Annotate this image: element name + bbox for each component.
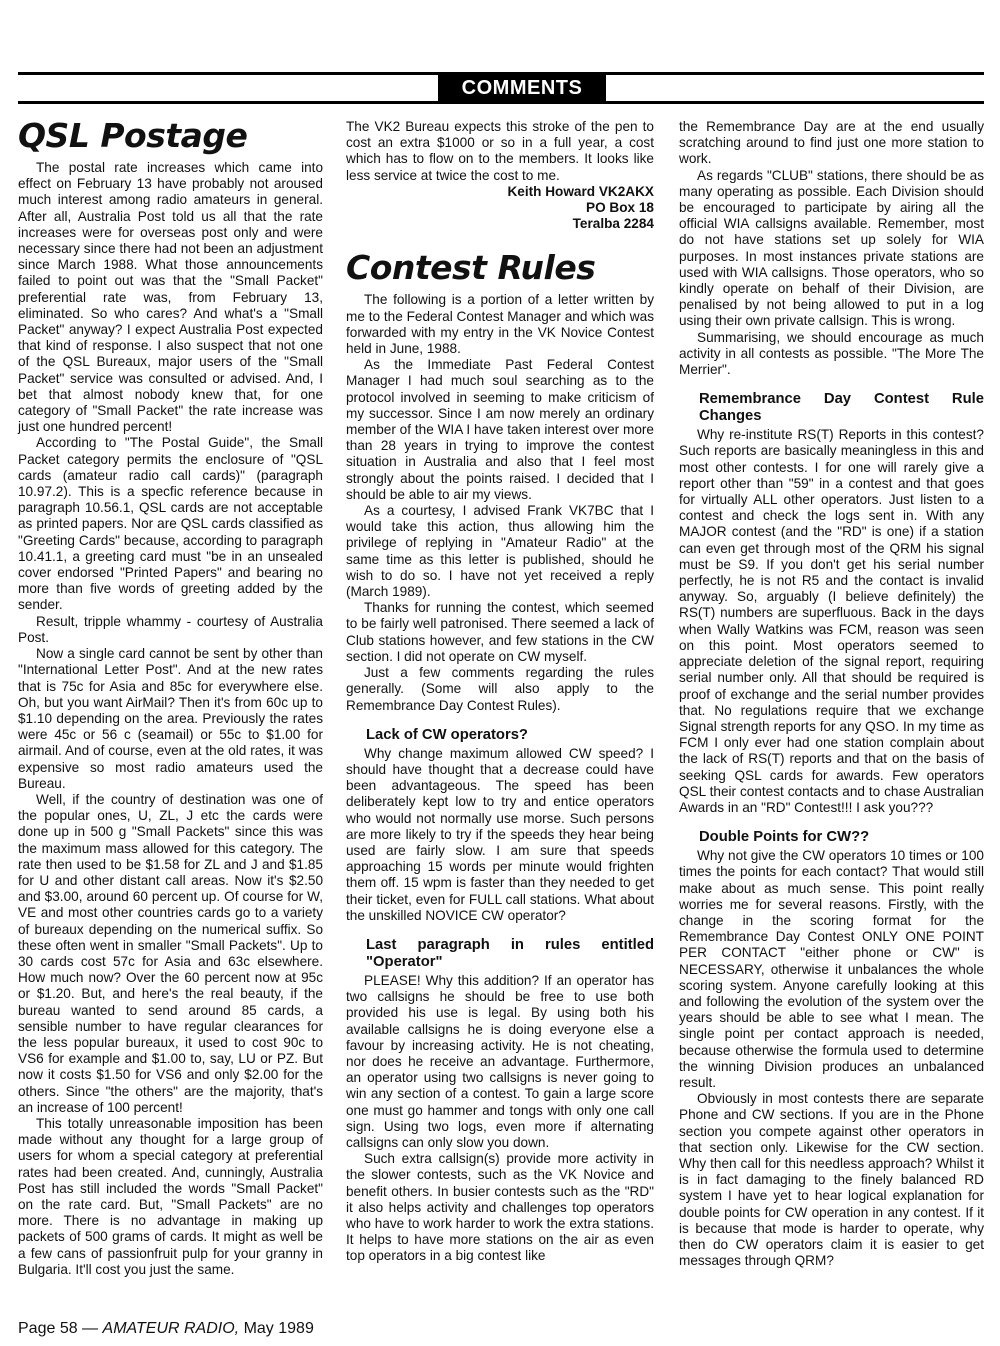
paragraph-continued: The VK2 Bureau expects this stroke of the pen to cost an extra $1000 or so in a full year, a cost which has to flow on to the members. It looks like less service at twice the cost to me.	[346, 119, 654, 183]
page-footer	[18, 1320, 314, 1338]
signature-name: Keith Howard VK2AKX	[507, 183, 654, 199]
issue-date: May 1989	[243, 1320, 314, 1337]
paragraph: According to "The Postal Guide", the Small Packet category permits the enclosure of "QSL cards (amateur radio call cards)" (paragraph 10.97.2). This is a specfic reference because in paragraph 10.56.1, QSL cards are not acceptable as printed papers. Nor are QSL cards classified as "Greeting Cards" because, according to paragraph 10.41.1, a greeting card must "be in an unsealed cover endorsed "Printed Papers" and bearing no more than five words of greeting added by the sender.	[18, 435, 323, 613]
article-title-qsl: QSL Postage	[18, 116, 248, 155]
paragraph: The following is a portion of a letter written by me to the Federal Contest Manager and which was forwarded with my entry in the VK Novice Contest held in June, 1988.	[346, 292, 654, 357]
subheading: Remembrance Day Contest Rule Changes	[699, 391, 984, 425]
paragraph: As regards "CLUB" stations, there should be as many operating as possible. Each Division should be encouraged to participate by airing all the official WIA callsigns available. Remember, most do not have stations set up solely for WIA purposes. In most instances private stations are used with WIA callsigns. Those operators, who so kindly operate on behalf of their Division, are penalised by not being allowed to put in a log using their own private callsign. This is wrong.	[679, 167, 984, 329]
subheading: Double Points for CW??	[699, 829, 870, 846]
paragraph: Result, tripple whammy - courtesy of Australia Post.	[18, 613, 323, 645]
paragraph: Summarising, we should encourage as much activity in all contests as possible. "The More The Merrier".	[679, 329, 984, 378]
paragraph: Why re-institute RS(T) Reports in this contest? Such reports are basically meaningless in this and most other contests. I for one will rarely give a report other than "59" in a contest and that goes for virtually ALL other operators. Just listen to a contest and check the logs sent in. With any MAJOR contest (and the "RD" is one) if a station can even get through most of the QRM his signal must be S9. If you don't get his serial number perfectly, he is not R5 and the contact is invalid anyway. So, arguably (I believe definitely) the RS(T) numbers are superfluous. Back in the days when Wally Watkins was FCM, reason was seen on this point. Most operators seemed to appreciate deletion of the signal report, requiring serial number only. All that should be required is proof of exchange and the serial number provides that. No regulations require that we exchange Signal strength reports for any QSO. In my time as FCM I only ever had one station complain about the lack of RS(T) reports and that on the basis of seeking QSL cards for awards. Few operators QSL their contest contacts and to chase Australian Awards in an "RD" Contest!!! I ask you???	[679, 427, 984, 815]
signature-address: PO Box 18	[586, 200, 654, 216]
paragraph: Obviously in most contests there are separate Phone and CW sections. If you are in the Phone section you compete against other operators in that section only. Likewise for the CW section. Why then call for this needless approach? Whilst it is in fact damaging to the finely balanced RD system I have yet to hear logical explanation for double points for CW operation in any contest. If it is because that mode is harder to operate, why then do CW operators claim it is easier to get messages through QRM?	[679, 1091, 984, 1269]
subheading: Lack of CW operators?	[366, 726, 528, 743]
paragraph: Now a single card cannot be sent by other than "International Letter Post". And at the new rates that is 75c for Asia and 85c for everywhere else. Oh, but you want AirMail? Then it's from 60c up to $1.10 depending on the area. Previously the rates were 45c or 56 c (seamail) or 55c to $1.00 for airmail. And of course, even at the old rates, it was expensive so most radio amateurs used the Bureau.	[18, 646, 323, 791]
paragraph: As a courtesy, I advised Frank VK7BC that I would take this action, thus allowing him the privilege of replying in "Amateur Radio" at the same time as this letter is published, should he wish to do so. I have not yet received a reply (March 1989).	[346, 503, 654, 600]
paragraph: Just a few comments regarding the rules generally. (Some will also apply to the Remembrance Day Contest Rules).	[346, 665, 654, 713]
paragraph: As the Immediate Past Federal Contest Manager I had much soul searching as to the protocol involved in seeming to make criticism of my successor. Since I am now merely an ordinary member of the WIA I have taken interest over more than 28 years in trying to improve the contest situation in Australia and also that I feel most strongly about the points raised. I decided that I should be able to air my views.	[346, 357, 654, 502]
subheading: Last paragraph in rules entitled "Operator"	[366, 936, 654, 970]
paragraph: Thanks for running the contest, which seemed to be fairly well patronised. There seemed a lack of Club stations however, and few stations in the CW section. I did not operate on CW myself.	[346, 600, 654, 664]
paragraph: Such extra callsign(s) provide more activity in the slower contests, such as the VK Novice and benefit others. In busier contests such as the "RD" it also helps activity and challenges top operators who have to work harder to work the extra stations. It helps to have more stations on the air as even top operators in a big contest like	[346, 1151, 654, 1264]
paragraph: Why change maximum allowed CW speed? I should have thought that a decrease could have been advantageous. The speed has been deliberately kept low to try and entice operators who would not normally use morse. Such persons are more likely to try if the speeds they hear being used are fairly slow. I am sure that speeds approaching 15 words per minute would frighten them off. 15 wpm is faster than they needed to get their ticket, even for FULL call stations. What about the unskilled NOVICE CW operator?	[346, 745, 654, 923]
banner-title: COMMENTS	[461, 77, 583, 99]
article-title-contest: Contest Rules	[346, 248, 596, 288]
section-banner	[18, 72, 984, 104]
paragraph: The postal rate increases which came into effect on February 13 have probably not aroused much interest among radio amateurs in general. After all, Australia Post told us all that the rate increases were for overseas post only and were necessary since there had not been an adjustment since March 1988. What those announcements failed to point out was that the "Small Packet" preferential rate was, from February 13, eliminated. So who cares? And what's a "Small Packet" anyway? I expect Australia Post expected that kind of response. I also suspect that not one of the QSL Bureaux, major users of the "Small Packet" service was consulted or advised. And, I bet that almost nobody knew that, for one category of "Small Packet" the rate increase was just one hundred percent!	[18, 160, 323, 435]
paragraph: This totally unreasonable imposition has been made without any thought for a large group of users for whom a special category at preferential rates had been created. And, cunningly, Australia Post has still included the words "Small Packet" on the rate card. But, "Small Packets" are no more. There is no advantage in making up packets of 500 grams of cards. It might as well be a few cans of passionfruit pulp for your granny in Bulgaria. It'll cost you just the same.	[18, 1115, 323, 1277]
column-3	[679, 119, 984, 1269]
signature-town: Teralba 2284	[572, 216, 654, 232]
paragraph-continued: the Remembrance Day are at the end usually scratching around to find just one more station to work.	[679, 119, 984, 167]
paragraph: PLEASE! Why this addition? If an operator has two callsigns he should be free to use both provided his use is legal. By using both his available callsigns he is doing everyone else a favour by increasing activity. He is not cheating, nor does he receive an advantage. Furthermore, an operator using two callsigns is never going to win any section of a contest. To gain a large score one must go hammer and tongs with only one call sign. Using two logs, even more if alternating callsigns can only slow you down.	[346, 972, 654, 1150]
paragraph: Why not give the CW operators 10 times or 100 times the points for each contact? That would still make about as much sense. This point really worries me for several reasons. Firstly, with the change in the scoring format for the Remembrance Day Contest ONLY ONE POINT PER CONTACT "either phone or CW" is NECESSARY, otherwise it unbalances the whole scoring system. Anyone carefully looking at this and following the evolution of the system over the years should be able to see what I mean. The single point per contact approach is needed, because otherwise the formula used to determine the winning Division produces an unbalanced result.	[679, 848, 984, 1090]
column-2	[346, 119, 654, 1265]
paragraph: Well, if the country of destination was one of the popular ones, U, ZL, J etc the cards were done up in 500 g "Small Packets" since this was the maximum mass allowed for this category. The rate then used to be $1.58 for ZL and J and $1.85 for U and other distant call areas. Now it's $2.50 and $3.00, around 60 percent up. Of course for W, VE and most other countries cards go to a variety of bureaux depending on the numerical suffix. So these often went in smaller "Small Packets". Up to 30 cards cost 57c for Asia and 63c elsewhere. How much now? Over the 60 percent now at 95c or $1.20. But, and here's the real beauty, if the bureau wanted to send around 85 cards, a sensible number to have regular clearances for the less popular bureaux, it used to cost 90c to VS6 for example and $1.00 to, say, LU or PZ. But now it costs $1.50 for VS6 and only $2.00 for the others. Since "the others" are the majority, that's an increase of 100 percent!	[18, 791, 323, 1115]
magazine-name: AMATEUR RADIO,	[102, 1320, 240, 1337]
page-number: Page 58 —	[18, 1320, 99, 1337]
column-1	[18, 116, 323, 1278]
banner-box	[438, 72, 606, 104]
